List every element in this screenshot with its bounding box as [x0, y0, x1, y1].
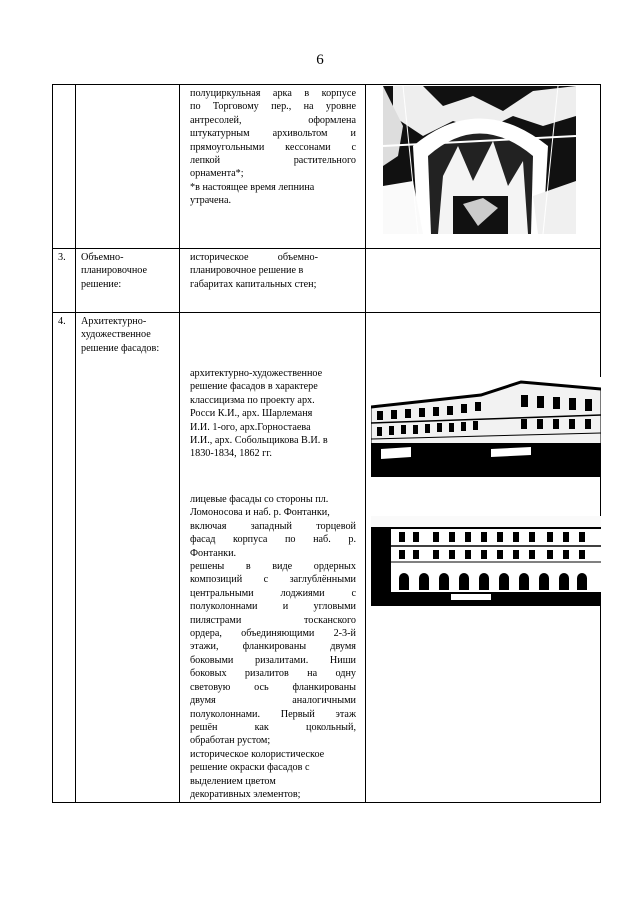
row-subject: Объемно- планировочное решение:: [81, 252, 148, 290]
row-number: 4.: [58, 316, 66, 327]
corner-facade-photo: [371, 377, 601, 477]
row-divider: [53, 312, 600, 313]
row-subject: Архитектурно- художественное решение фасадов:: [81, 316, 160, 354]
front-facade-photo: [371, 516, 601, 606]
planning-description: историческое объемно- планировочное решение в габаритах капитальных стен;: [190, 252, 318, 290]
column-divider: [179, 85, 180, 802]
arch-photo: [383, 86, 576, 234]
page-number: 6: [316, 52, 324, 68]
row-number: 3.: [58, 252, 66, 263]
row-divider: [53, 248, 600, 249]
monument-table: [52, 84, 601, 803]
column-divider: [75, 85, 76, 802]
arch-description: полуциркульная арка в корпусе по Торговому пер., на уровне антресолей, оформлена штукатурным архивольтом и прямоугольными кессонами с лепкой растительного орнамента*; *в настоящее время лепнина утрачена.: [190, 88, 356, 207]
column-divider: [365, 85, 366, 802]
facade-composition-description: лицевые фасады со стороны пл. Ломоносова и наб. р. Фонтанки, включая западный торцевой фасад корпуса по наб. р. Фонтанки. решены в виде ордерных композиций с заглублёнными центральными лоджиями с полуколоннами и угловыми пилястрами тосканского ордера, объединяющими 2-3-й этажи, фланкированы двумя боковыми ризалитами. Ниши боковых ризалитов на одну световую ось фланкированы двумя аналогичными полуколоннами. Первый этаж решён как цокольный, обработан рустом; историческое колористическое решение окраски фасадов с выделением цветом декоративных элементов;: [190, 494, 356, 800]
facade-style-description: архитектурно-художественное решение фасадов в характере классицизма по проекту арх. Росси К.И., арх. Шарлеманя И.И. 1-ого, арх.Горностаева И.И., арх. Собольщикова В.И. в 1830-1834, 1862 гг.: [190, 368, 328, 460]
